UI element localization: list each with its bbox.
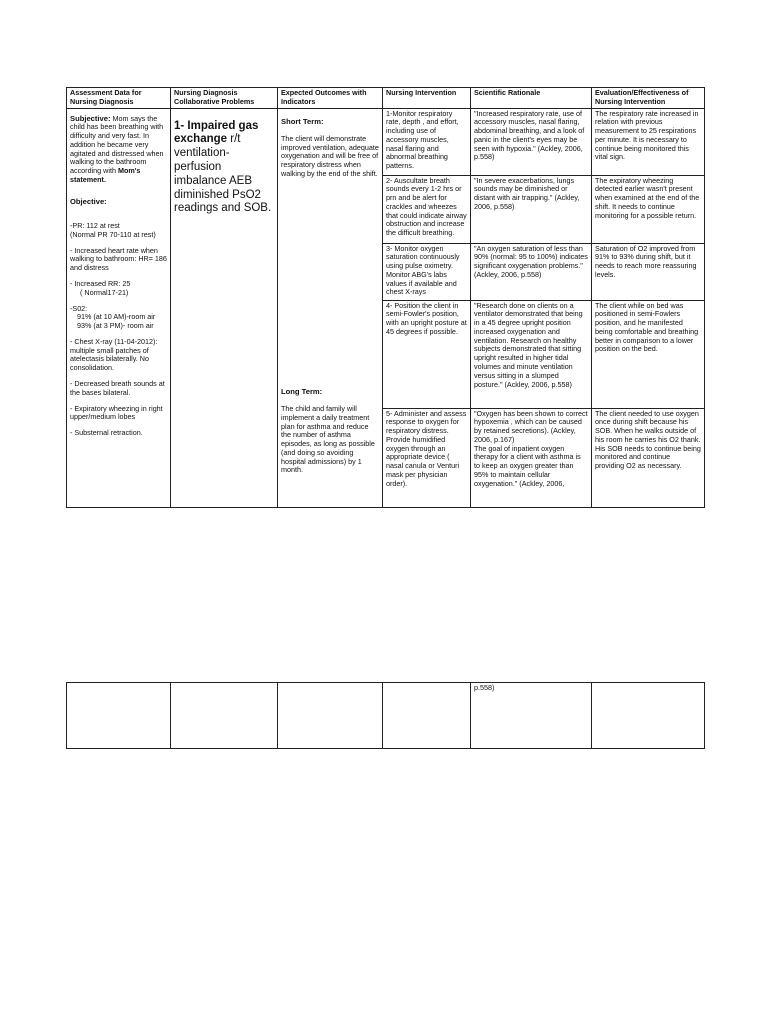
evaluation-cell: The respiratory rate increased in relation with previous measurement to 25 respirations per minute. It is necessary to continue being monitored this vital sign.	[592, 108, 705, 175]
diagnosis-title: 1- Impaired gas exchange	[174, 119, 259, 146]
header-intervention: Nursing Intervention	[383, 88, 471, 109]
header-diagnosis: Nursing Diagnosis Collaborative Problems	[171, 88, 278, 109]
evaluation-cell: The client while on bed was positioned in semi-Fowlers position, and he manifested being comfortable and breathing better in comparison to a lower position on the bed.	[592, 300, 705, 408]
assessment-cell	[67, 108, 171, 507]
objective-label: Objective:	[70, 196, 107, 206]
empty-cell	[592, 683, 705, 749]
short-term-text: The client will demonstrate improved ventilation, adequate oxygenation and will be free of respiratory distress when walking by the end of the shift.	[281, 133, 379, 178]
table-row	[67, 683, 705, 749]
intervention-cell: 1-Monitor respiratory rate, depth , and effort, including use of accessory muscles, nasal flaring and abnormal breathing patterns.	[383, 108, 471, 175]
header-rationale: Scientific Rationale	[471, 88, 592, 109]
intervention-cell: 5- Administer and assess response to oxygen for respiratory distress. Provide humidified oxygen through an appropriate device ( nasal canula or Venturi mask per physician order).	[383, 408, 471, 507]
retraction-finding: - Substernal retraction.	[70, 428, 143, 438]
subjective-label: Subjective:	[70, 113, 111, 123]
rationale-cell: "Increased respiratory rate, use of accessory muscles, nasal flaring, abdominal breathing, and a look of panic in the client's eyes may be seen with hypoxia." (Ackley, 2006, p.558)	[471, 108, 592, 175]
care-plan-table	[66, 87, 705, 508]
evaluation-cell: The client needed to use oxygen once during shift because his SOB. When he walks outside of his room he carries his O2 thank. His SOB needs to continue being monitored and continue providing O2 as necessary.	[592, 408, 705, 507]
intervention-cell: 2- Auscultate breath sounds every 1-2 hrs or prn and be alert for crackles and wheezes that could indicate airway obstruction and increase the difficult breathing.	[383, 175, 471, 243]
so2-reading-2: 93% (at 3 PM)- room air	[77, 321, 154, 331]
short-term-label: Short Term:	[281, 116, 324, 126]
so2-label: -S02:	[70, 303, 88, 313]
subjective-text: Mom says the child has been breathing with difficulty and very fast. In addition he became very agitated and distressed when walking to the bathroom according with	[70, 113, 164, 176]
evaluation-cell: Saturation of O2 improved from 91% to 93% during shift, but it needs to reach more reassuring levels.	[592, 243, 705, 300]
xray-finding: - Chest X-ray (11-04-2012): multiple small patches of atelectasis bilaterally. No consolidation.	[70, 336, 158, 373]
continuation-table	[66, 682, 705, 749]
subjective-source: Mom's statement.	[70, 166, 141, 185]
empty-cell	[171, 683, 278, 749]
rr-normal: ( Normal17-21)	[80, 287, 129, 297]
diagnosis-text: r/t ventilation-perfusion imbalance AEB diminished PsO2 readings and SOB.	[174, 133, 272, 215]
empty-cell	[278, 683, 383, 749]
evaluation-cell: The expiratory wheezing detected earlier wasn't present when examined at the end of the shift. It needs to continue monitoring for a possible return.	[592, 175, 705, 243]
rationale-cell: "An oxygen saturation of less than 90% (normal: 95 to 100%) indicates significant oxygenation problems." (Ackley, 2006, p.558)	[471, 243, 592, 300]
header-assessment: Assessment Data for Nursing Diagnosis	[67, 88, 171, 109]
rationale-continuation: p.558)	[471, 683, 592, 749]
outcomes-cell	[278, 108, 383, 507]
nursing-diagnosis	[174, 120, 274, 217]
intervention-cell: 4- Position the client in semi-Fowler's position, with an upright posture at 45 degrees if possible.	[383, 300, 471, 408]
rationale-cell: "Research done on clients on a ventilator demonstrated that being in a 45 degree upright position increased oxygenation and ventilation. Research on healthy subjects demonstrated that sitting upright resulted in higher tidal volumes and minute ventilation versus sitting in a slumped posture." (Ackley, 2006, p.558)	[471, 300, 592, 408]
long-term-label: Long Term:	[281, 386, 323, 396]
rationale-cell: "Oxygen has been shown to correct hypoxemia , which can be caused by retained secretions). (Ackley, 2006, p.167) The goal of inpatient oxygen therapy for a client with asthma is to keep an oxygen greater than 95% to maintain cellular oxygenation." (Ackley, 2006,	[471, 408, 592, 507]
pr-value: -PR: 112 at rest	[70, 221, 120, 231]
empty-cell	[383, 683, 471, 749]
empty-cell	[67, 683, 171, 749]
rr-value: - Increased RR: 25	[70, 278, 131, 288]
table-row	[67, 108, 705, 175]
header-outcomes: Expected Outcomes with Indicators	[278, 88, 383, 109]
hr-value: - Increased heart rate when walking to bathroom: HR= 186 and distress	[70, 245, 167, 273]
header-row	[67, 88, 705, 109]
so2-reading-1: 91% (at 10 AM)-room air	[77, 312, 156, 322]
diagnosis-cell	[171, 108, 278, 507]
intervention-cell: 3- Monitor oxygen saturation continuously using pulse oximetry. Monitor ABG's labs values if available and chest X-rays	[383, 243, 471, 300]
pr-normal: (Normal PR 70-110 at rest)	[70, 229, 156, 239]
header-evaluation: Evaluation/Effectiveness of Nursing Intervention	[592, 88, 705, 109]
rationale-cell: "In severe exacerbations, lungs sounds may be diminished or distant with air trapping." (Ackley, 2006, p.558)	[471, 175, 592, 243]
wheezing-finding: - Expiratory wheezing in right upper/medium lobes	[70, 403, 163, 422]
long-term-text: The child and family will implement a daily treatment plan for asthma and reduce the number of asthma episodes, as long as possible (and doing so avoiding hospital admissions) by 1 month.	[281, 403, 375, 475]
breath-sounds-finding: - Decreased breath sounds at the bases bilateral.	[70, 379, 165, 397]
